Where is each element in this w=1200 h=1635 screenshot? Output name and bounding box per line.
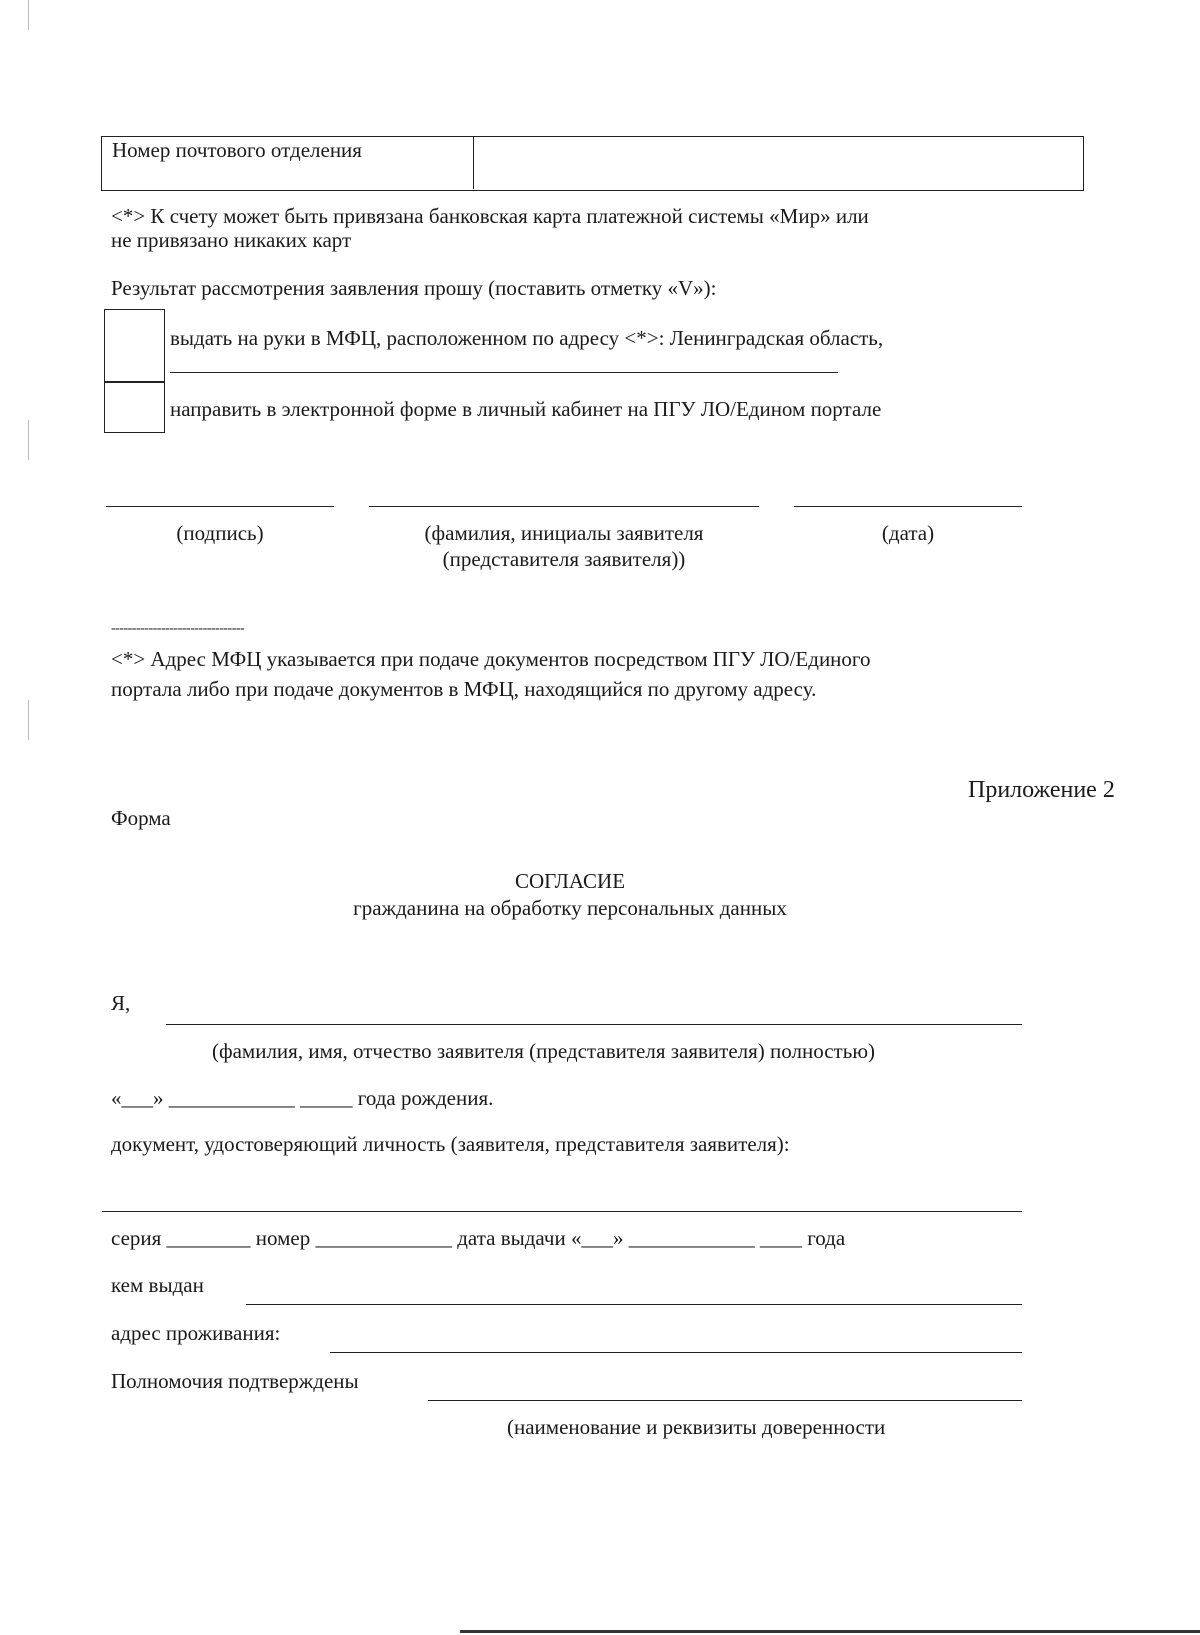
doc-line <box>102 1211 1022 1212</box>
footnote-rule: -------------------------------- <box>111 621 245 636</box>
scan-bottom-edge <box>460 1630 1200 1633</box>
option-checkbox-mfc[interactable] <box>104 309 165 383</box>
postal-table-value[interactable] <box>485 137 1065 177</box>
name-caption-1: (фамилия, инициалы заявителя <box>424 521 704 545</box>
date-line <box>794 506 1022 507</box>
footnote-line2: портала либо при подаче документов в МФЦ, находящийся по другому адресу. <box>111 677 817 701</box>
option-label-electronic: направить в электронной форме в личный кабинет на ПГУ ЛО/Едином портале <box>170 397 882 421</box>
scan-edge-mark <box>28 420 29 460</box>
option-checkbox-electronic[interactable] <box>104 381 165 433</box>
address-line <box>330 1352 1022 1353</box>
consent-heading: СОГЛАСИЕ <box>514 869 626 893</box>
issued-by-line <box>246 1304 1022 1305</box>
option-label-mfc: выдать на руки в МФЦ, расположенном по адресу <*>: Ленинградская область, <box>170 326 884 350</box>
form-label: Форма <box>111 806 171 830</box>
appendix-title: Приложение 2 <box>968 777 1115 803</box>
postal-table-divider <box>473 136 474 189</box>
footnote-line1: <*> Адрес МФЦ указывается при подаче документов посредством ПГУ ЛО/Единого <box>111 647 871 671</box>
consent-subheading: гражданина на обработку персональных данных <box>353 896 787 920</box>
powers-caption: (наименование и реквизиты доверенности <box>507 1415 886 1439</box>
signature-line <box>106 506 334 507</box>
address-label: адрес проживания: <box>111 1321 281 1345</box>
powers-line <box>428 1400 1022 1401</box>
result-prompt: Результат рассмотрения заявления прошу (поставить отметку «V»): <box>111 276 717 300</box>
issued-by-label: кем выдан <box>111 1273 204 1297</box>
scan-edge-mark <box>28 700 29 740</box>
postal-table-label: Номер почтового отделения <box>112 138 362 162</box>
i-label: Я, <box>111 991 131 1015</box>
doc-label: документ, удостоверяющий личность (заявителя, представителя заявителя): <box>111 1132 790 1156</box>
card-note-line2: не привязано никаких карт <box>111 228 352 252</box>
birth-line: «___» ____________ _____ года рождения. <box>111 1086 494 1110</box>
name-line <box>369 506 759 507</box>
date-caption: (дата) <box>881 521 935 545</box>
powers-label: Полномочия подтверждены <box>111 1369 359 1393</box>
card-note-line1: <*> К счету может быть привязана банковская карта платежной системы «Мир» или <box>111 204 869 228</box>
fio-caption: (фамилия, имя, отчество заявителя (представителя заявителя) полностью) <box>212 1039 875 1063</box>
series-line: серия ________ номер _____________ дата выдачи «___» ____________ ____ года <box>111 1226 846 1250</box>
name-caption-2: (представителя заявителя)) <box>442 547 686 571</box>
fio-line <box>166 1024 1022 1025</box>
signature-caption: (подпись) <box>176 521 264 545</box>
scan-edge-mark <box>28 0 29 30</box>
mfc-address-line <box>170 372 838 373</box>
